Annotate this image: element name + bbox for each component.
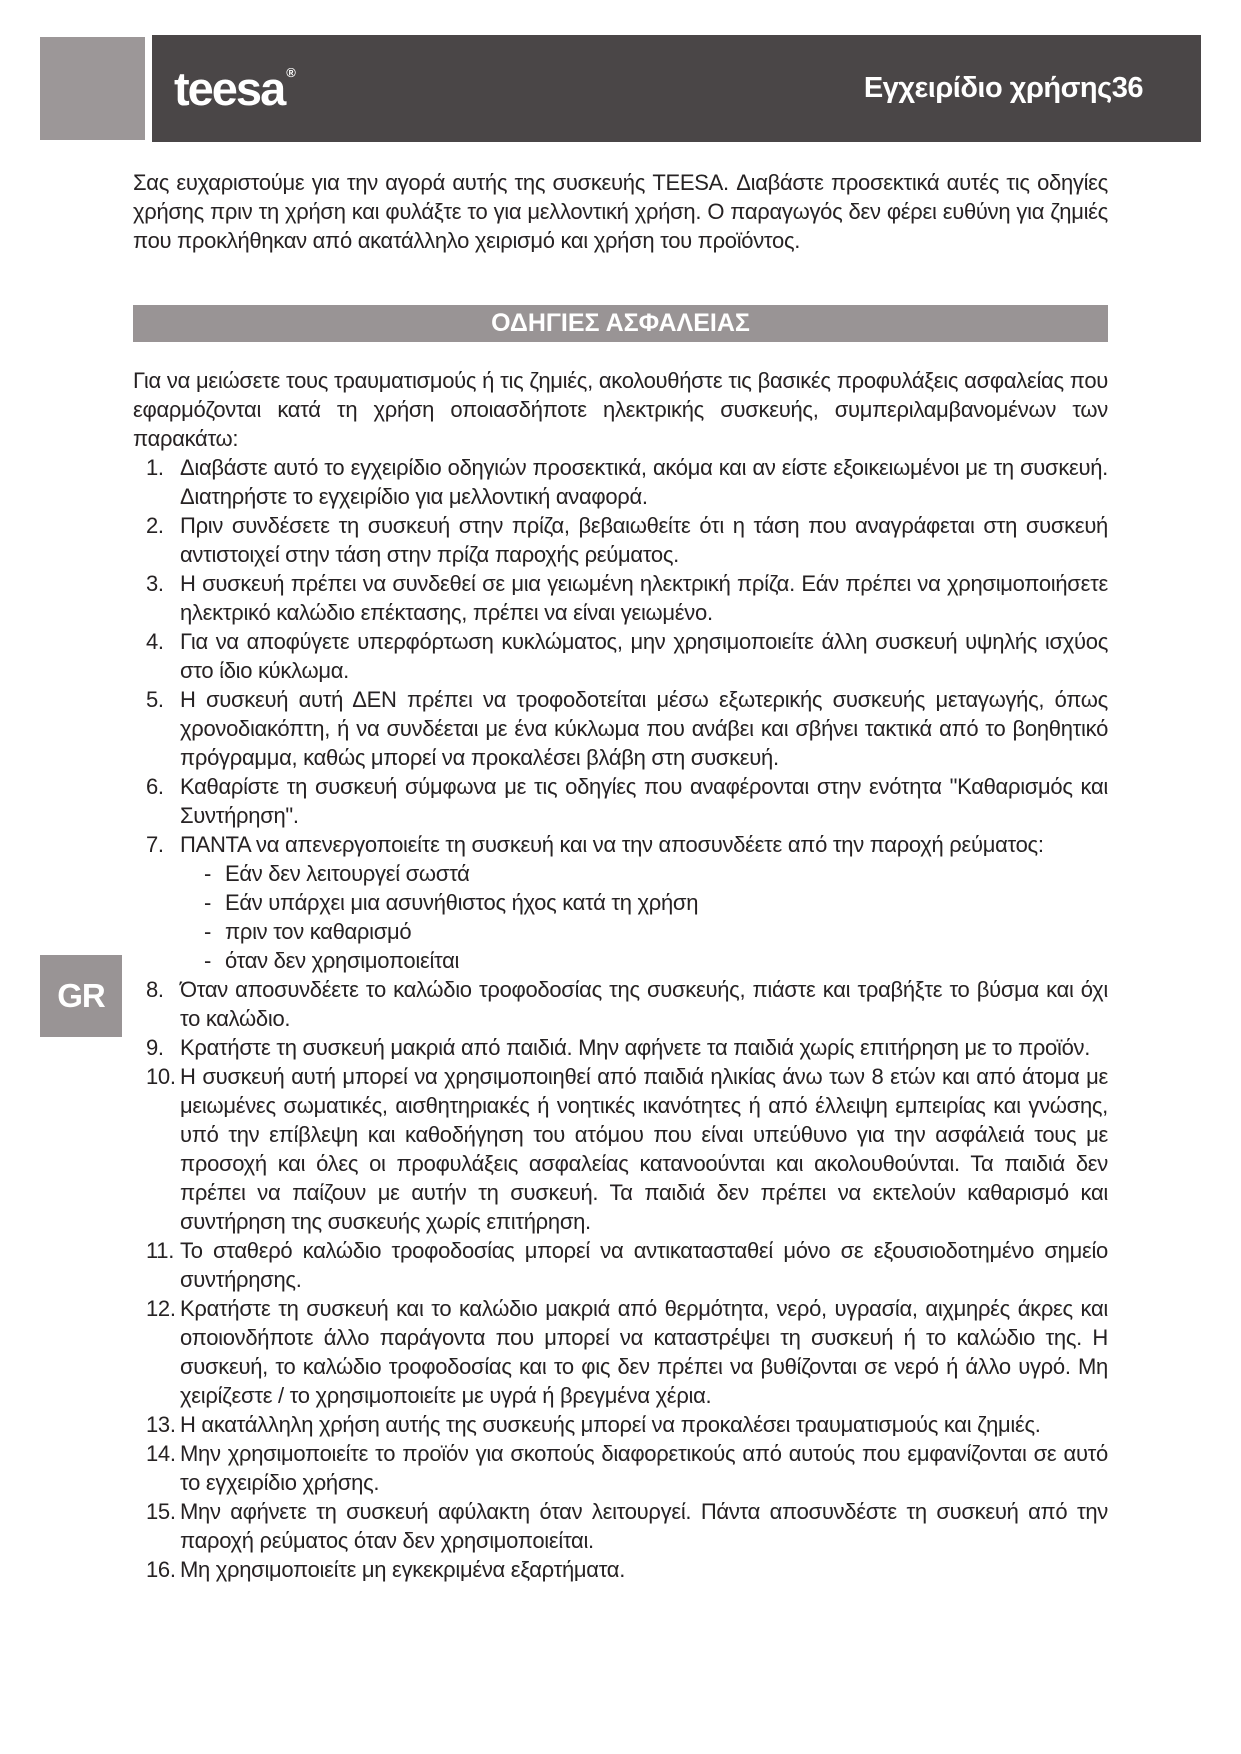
list-item [133,772,1108,830]
brand-text: teesa [174,62,285,115]
sub-item-text: πριν τον καθαρισμό [225,919,412,944]
item-number: 11. [146,1238,175,1263]
item-text: Κρατήστε τη συσκευή μακριά από παιδιά. Μην αφήνετε τα παιδιά χωρίς επιτήρηση με το προϊόν. [180,1035,1091,1060]
page-number: 36 [1111,72,1143,104]
item-text: Η συσκευή πρέπει να συνδεθεί σε μια γειωμένη ηλεκτρική πρίζα. Εάν πρέπει να χρησιμοποιήσετε ηλεκτρικό καλώδιο επέκτασης, πρέπει να είναι γειωμένο. [180,571,1108,625]
manual-title-text: Εγχειρίδιο χρήσης [863,72,1112,104]
item-number: 13. [146,1412,176,1437]
item-number: 9. [146,1035,164,1060]
list-item [133,511,1108,569]
item-text: Μη χρησιμοποιείτε μη εγκεκριμένα εξαρτήματα. [180,1557,626,1582]
section-banner-title: ΟΔΗΓΙΕΣ ΑΣΦΑΛΕΙΑΣ [491,309,750,337]
list-item [133,569,1108,627]
list-item [133,975,1108,1033]
page-title [864,72,1143,105]
item-text: Η συσκευή αυτή ΔΕΝ πρέπει να τροφοδοτείται μέσω εξωτερικής συσκευής μεταγωγής, όπως χρονοδιακόπτη, ή να συνδέεται με ένα κύκλωμα που ανάβει και σβήνει τακτικά από το βοηθητικό πρόγραμμα, καθώς μπορεί να προκαλέσει βλάβη στη συσκευή. [180,687,1108,770]
item-text: Κρατήστε τη συσκευή και το καλώδιο μακριά από θερμότητα, νερό, υγρασία, αιχμηρές άκρες και οποιονδήποτε άλλο παράγοντα που μπορεί να καταστρέψει τη συσκευή ή το καλώδιο της. Η συσκευή, το καλώδιο τροφοδοσίας και το φις δεν πρέπει να βυθίζονται σε νερό ή άλλο υγρό. Μη χειρίζεστε / το χρησιμοποιείτε με υγρά ή βρεγμένα χέρια. [180,1296,1108,1408]
header-bar [152,35,1201,142]
list-item [133,627,1108,685]
item-number: 2. [146,513,164,538]
language-tab-label: GR [57,977,105,1014]
language-tab-gr [40,955,122,1037]
item-number: 12. [146,1296,176,1321]
list-item [133,685,1108,772]
item-number: 10. [146,1064,176,1089]
item-text: Το σταθερό καλώδιο τροφοδοσίας μπορεί να αντικατασταθεί μόνο σε εξουσιοδοτημένο σημείο συντήρησης. [180,1238,1108,1292]
header-corner-square [40,37,145,140]
sub-item [133,859,1108,888]
item-number: 3. [146,571,164,596]
item-number: 15. [146,1499,176,1524]
dash-bullet: - [204,861,212,886]
list-item [133,1410,1108,1439]
sub-item-text: Εάν δεν λειτουργεί σωστά [225,861,470,886]
dash-bullet: - [204,948,212,973]
item-number: 4. [146,629,164,654]
list-item [133,1497,1108,1555]
item-number: 7. [146,832,164,857]
content-area [133,168,1108,1584]
item-text: Διαβάστε αυτό το εγχειρίδιο οδηγιών προσεκτικά, ακόμα και αν είστε εξοικειωμένοι με τη συσκευή. Διατηρήστε το εγχειρίδιο για μελλοντική αναφορά. [180,455,1108,509]
item-number: 8. [146,977,164,1002]
item-text: Για να αποφύγετε υπερφόρτωση κυκλώματος, μην χρησιμοποιείτε άλλη συσκευή υψηλής ισχύος στο ίδιο κύκλωμα. [180,629,1108,683]
item-text: Όταν αποσυνδέετε το καλώδιο τροφοδοσίας της συσκευής, πιάστε και τραβήξτε το βύσμα και όχι το καλώδιο. [180,977,1108,1031]
registered-mark: ® [286,65,296,80]
item-text: Μην αφήνετε τη συσκευή αφύλακτη όταν λειτουργεί. Πάντα αποσυνδέστε τη συσκευή από την παροχή ρεύματος όταν δεν χρησιμοποιείται. [180,1499,1108,1553]
list-item [133,1439,1108,1497]
item-number: 16. [146,1557,176,1582]
item-number: 1. [146,455,164,480]
sub-item [133,917,1108,946]
list-item [133,1294,1108,1410]
section-banner [133,305,1108,342]
sub-item [133,888,1108,917]
item-number: 5. [146,687,164,712]
list-item [133,1555,1108,1584]
dash-bullet: - [204,890,212,915]
safety-list [133,453,1108,1584]
list-item [133,1236,1108,1294]
item-text: Πριν συνδέσετε τη συσκευή στην πρίζα, βεβαιωθείτε ότι η τάση που αναγράφεται στη συσκευή αντιστοιχεί στην τάση στην πρίζα παροχής ρεύματος. [180,513,1108,567]
sub-item-text: Εάν υπάρχει μια ασυνήθιστος ήχος κατά τη χρήση [225,890,699,915]
item-number: 6. [146,774,164,799]
sub-item [133,946,1108,975]
item-text: Η ακατάλληλη χρήση αυτής της συσκευής μπορεί να προκαλέσει τραυματισμούς και ζημιές. [180,1412,1041,1437]
sub-item-text: όταν δεν χρησιμοποιείται [225,948,460,973]
item-text: Καθαρίστε τη συσκευή σύμφωνα με τις οδηγίες που αναφέρονται στην ενότητα "Καθαρισμός και Συντήρηση". [180,774,1108,828]
list-item [133,1062,1108,1236]
intro-paragraph: Σας ευχαριστούμε για την αγορά αυτής της συσκευής TEESA. Διαβάστε προσεκτικά αυτές τις οδηγίες χρήσης πριν τη χρήση και φυλάξτε το για μελλοντική χρήση. Ο παραγωγός δεν φέρει ευθύνη για ζημιές που προκλήθηκαν από ακατάλληλο χειρισμό και χρήση του προϊόντος. [133,170,1108,253]
list-item [133,830,1108,859]
list-item [133,1033,1108,1062]
item-text: Η συσκευή αυτή μπορεί να χρησιμοποιηθεί από παιδιά ηλικίας άνω των 8 ετών και από άτομα με μειωμένες σωματικές, αισθητηριακές ή νοητικές ικανότητες ή από έλλειψη εμπειρίας και γνώσης, υπό την επίβλεψη και καθοδήγηση του ατόμου που είναι υπεύθυνο για την ασφάλειά τους με προσοχή και όλες οι προφυλάξεις ασφαλείας κατανοούνται και ακολουθούνται. Τα παιδιά δεν πρέπει να παίζουν με αυτήν τη συσκευή. Τα παιδιά δεν πρέπει να εκτελούν καθαρισμό και συντήρηση της συσκευής χωρίς επιτήρηση. [180,1064,1108,1234]
item-text: Μην χρησιμοποιείτε το προϊόν για σκοπούς διαφορετικούς από αυτούς που εμφανίζονται σε αυτό το εγχειρίδιο χρήσης. [180,1441,1108,1495]
list-item [133,453,1108,511]
item-number: 14. [146,1441,176,1466]
dash-bullet: - [204,919,212,944]
lead-paragraph: Για να μειώσετε τους τραυματισμούς ή τις ζημιές, ακολουθήστε τις βασικές προφυλάξεις ασφαλείας που εφαρμόζονται κατά τη χρήση οποιασδήποτε ηλεκτρικής συσκευής, συμπεριλαμβανομένων των παρακάτω: [133,368,1108,451]
teesa-logo [174,62,296,115]
item-text: ΠΑΝΤΑ να απενεργοποιείτε τη συσκευή και να την αποσυνδέετε από την παροχή ρεύματος: [180,832,1044,857]
